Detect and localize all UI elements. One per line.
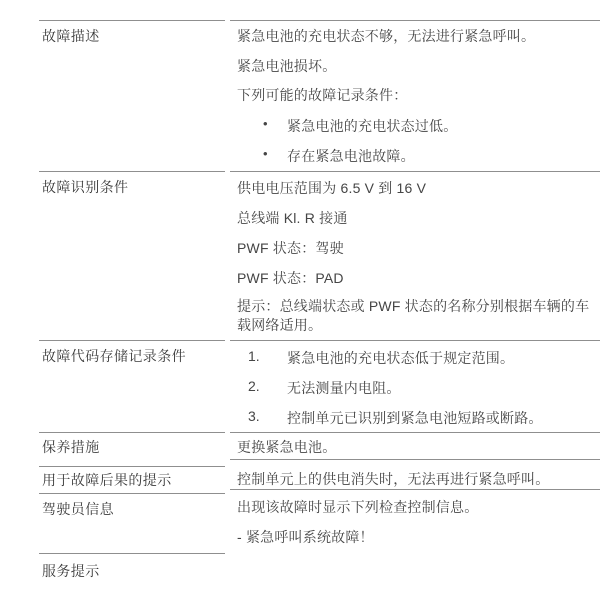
fault-identification-text-2: 总线端 Kl. R 接通 — [237, 210, 348, 226]
table-border-right-segment — [230, 432, 600, 433]
row-label-consequence-note: 用于故障后果的提示 — [42, 472, 172, 488]
fault-code-storage-item-2: 无法测量内电阻。 — [287, 380, 401, 396]
row-label-fault-description: 故障描述 — [42, 28, 100, 44]
fault-description-bullet-1: 紧急电池的充电状态过低。 — [287, 118, 458, 134]
table-border-right-segment — [230, 171, 600, 172]
maintenance-text-1: 更换紧急电池。 — [237, 439, 337, 455]
fault-identification-text-1: 供电电压范围为 6.5 V 到 16 V — [237, 180, 427, 196]
table-border-left-segment — [39, 340, 225, 341]
table-border-right-segment — [230, 459, 600, 460]
fault-identification-text-3: PWF 状态：驾驶 — [237, 240, 344, 256]
row-label-fault-code-storage: 故障代码存储记录条件 — [42, 348, 186, 364]
fault-description-text-2: 紧急电池损坏。 — [237, 58, 337, 74]
bullet-icon: • — [263, 146, 268, 161]
fault-description-text-3: 下列可能的故障记录条件： — [237, 87, 408, 103]
table-border-left-segment — [39, 493, 225, 494]
table-border-right-segment — [230, 20, 600, 21]
list-number: 2. — [248, 378, 260, 394]
row-label-fault-identification: 故障识别条件 — [42, 179, 129, 195]
fault-identification-note-line1: 提示：总线端状态或 PWF 状态的名称分别根据车辆的车 — [237, 298, 590, 314]
fault-code-storage-item-3: 控制单元已识别到紧急电池短路或断路。 — [287, 410, 543, 426]
fault-identification-note-line2: 载网络适用。 — [237, 317, 323, 333]
driver-info-text-2: - 紧急呼叫系统故障！ — [237, 529, 374, 545]
consequence-note-text-1: 控制单元上的供电消失时，无法再进行紧急呼叫。 — [237, 471, 550, 487]
table-border-right-segment — [230, 489, 600, 490]
fault-description-bullet-2: 存在紧急电池故障。 — [287, 148, 415, 164]
driver-info-text-1: 出现该故障时显示下列检查控制信息。 — [237, 499, 479, 515]
table-border-right-segment — [230, 340, 600, 341]
fault-code-storage-item-1: 紧急电池的充电状态低于规定范围。 — [287, 350, 515, 366]
fault-description-text-1: 紧急电池的充电状态不够，无法进行紧急呼叫。 — [237, 28, 536, 44]
table-border-left-segment — [39, 20, 225, 21]
fault-identification-text-4: PWF 状态：PAD — [237, 270, 344, 286]
row-label-driver-info: 驾驶员信息 — [42, 501, 114, 517]
table-border-left-segment — [39, 553, 225, 554]
row-label-service-note: 服务提示 — [42, 563, 100, 579]
table-border-left-segment — [39, 466, 225, 467]
list-number: 3. — [248, 408, 260, 424]
bullet-icon: • — [263, 116, 268, 131]
table-border-left-segment — [39, 171, 225, 172]
list-number: 1. — [248, 348, 260, 364]
row-label-maintenance: 保养措施 — [42, 439, 100, 455]
table-border-left-segment — [39, 432, 225, 433]
